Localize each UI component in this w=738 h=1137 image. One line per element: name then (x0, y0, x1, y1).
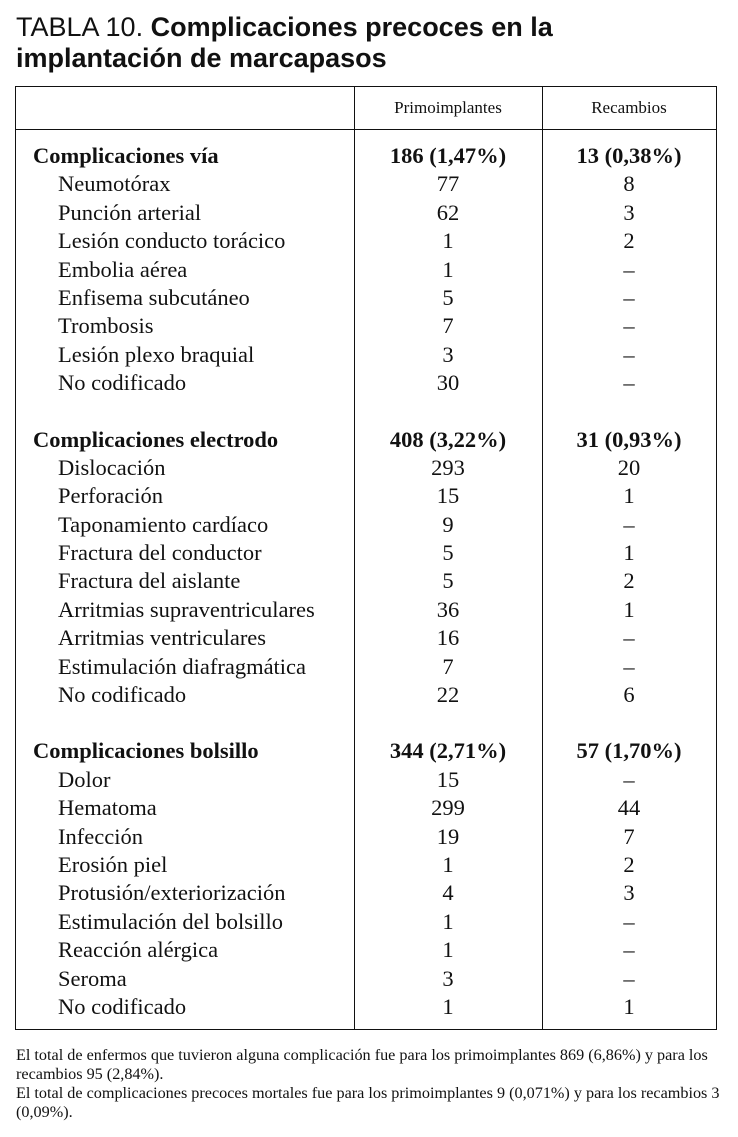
row-recambio-value: 1 (623, 483, 635, 509)
row-recambio-value: 3 (623, 880, 635, 906)
row-recambio-value: 2 (623, 568, 635, 594)
table-row (16, 766, 716, 794)
table-row (16, 567, 716, 595)
table-row (16, 851, 716, 879)
row-primo-value: 36 (436, 596, 460, 622)
table-row (16, 794, 716, 822)
row-label: Arritmias supraventriculares (58, 596, 315, 622)
row-label: Taponamiento cardíaco (58, 511, 269, 537)
row-label: No codificado (58, 682, 187, 708)
row-label: Perforación (58, 483, 163, 509)
row-primo-value: 1 (442, 937, 454, 963)
table-row (16, 170, 716, 198)
row-recambio-value: 6 (623, 682, 635, 708)
group-recambio-value: 13 (0,38%) (576, 143, 682, 168)
table-header (16, 87, 716, 130)
table-row (16, 511, 716, 539)
row-primo-value: 16 (436, 625, 460, 651)
row-recambio-value: 20 (617, 454, 641, 480)
row-label: Dislocación (58, 454, 166, 480)
row-primo-value: 5 (442, 540, 454, 566)
table-row (16, 312, 716, 340)
row-recambio-value: 8 (623, 171, 635, 197)
table-row (16, 823, 716, 851)
row-recambio-value: 44 (617, 795, 641, 821)
row-label: Seroma (58, 965, 127, 991)
row-primo-value: 22 (436, 682, 460, 708)
table-row (16, 908, 716, 936)
table-row (16, 993, 716, 1021)
row-primo-value: 299 (431, 795, 465, 821)
group-row (16, 426, 716, 454)
row-label: Infección (58, 823, 143, 849)
row-label: Embolia aérea (58, 256, 188, 282)
table-row (16, 454, 716, 482)
row-primo-value: 5 (442, 568, 454, 594)
table-title (16, 12, 716, 74)
row-label: Dolor (58, 766, 111, 792)
table-number: TABLA 10. (16, 12, 144, 42)
row-primo-value: 15 (436, 766, 460, 792)
row-recambio-value: – (623, 313, 635, 339)
group-label: Complicaciones electrodo (33, 426, 279, 452)
row-recambio-value: – (623, 370, 635, 396)
row-recambio-value: – (623, 284, 635, 310)
row-label: Fractura del aislante (58, 568, 241, 594)
table-row (16, 879, 716, 907)
row-label: Fractura del conductor (58, 540, 262, 566)
row-label: Protusión/exteriorización (58, 880, 286, 906)
row-recambio-value: – (623, 625, 635, 651)
row-primo-value: 3 (442, 341, 454, 367)
row-primo-value: 15 (436, 483, 460, 509)
row-label: Erosión piel (58, 851, 168, 877)
table-row (16, 256, 716, 284)
row-recambio-value: 2 (623, 851, 635, 877)
table-row (16, 227, 716, 255)
footnote-mortal: El total de complicaciones precoces mortales fue para los primoimplantes 9 (0,071%) y para los recambios 3 (0,09%). (16, 1084, 720, 1121)
group-primo-value: 186 (1,47%) (389, 143, 507, 168)
table-row (16, 369, 716, 397)
row-recambio-value: – (623, 511, 635, 537)
group-label: Complicaciones bolsillo (33, 738, 259, 764)
header-recambios: Recambios (591, 98, 667, 117)
row-primo-value: 1 (442, 256, 454, 282)
row-label: Lesión plexo braquial (58, 341, 255, 367)
row-label: Reacción alérgica (58, 937, 219, 963)
row-recambio-value: – (623, 653, 635, 679)
group-row (16, 737, 716, 765)
row-label: No codificado (58, 993, 187, 1019)
row-primo-value: 62 (436, 199, 460, 225)
row-primo-value: 1 (442, 228, 454, 254)
row-recambio-value: 1 (623, 993, 635, 1019)
row-label: Neumotórax (58, 171, 171, 197)
table-row (16, 539, 716, 567)
table-caption: Complicaciones precoces en la implantación de marcapasos (16, 12, 553, 73)
header-primoimplantes: Primoimplantes (394, 98, 502, 117)
table-row (16, 653, 716, 681)
row-label: Lesión conducto torácico (58, 228, 286, 254)
row-label: Enfisema subcutáneo (58, 284, 250, 310)
row-recambio-value: 7 (623, 823, 635, 849)
group-label: Complicaciones vía (33, 143, 219, 168)
table-row (16, 482, 716, 510)
footnote-total: El total de enfermos que tuvieron alguna complicación fue para los primoimplantes 869 (6,86%) y para los recambios 95 (2,84%). (16, 1046, 708, 1083)
group-row (16, 142, 716, 170)
table-row (16, 936, 716, 964)
row-recambio-value: – (623, 908, 635, 934)
row-recambio-value: – (623, 256, 635, 282)
row-primo-value: 30 (436, 370, 460, 396)
row-primo-value: 7 (442, 313, 454, 339)
row-recambio-value: – (623, 965, 635, 991)
group-spacer (16, 709, 716, 737)
group-spacer (16, 398, 716, 426)
row-label: Trombosis (58, 313, 154, 339)
row-label: Punción arterial (58, 199, 202, 225)
row-primo-value: 9 (442, 511, 454, 537)
group-recambio-value: 31 (0,93%) (576, 426, 682, 452)
row-primo-value: 7 (442, 653, 454, 679)
row-label: Arritmias ventriculares (58, 625, 267, 651)
table-row (16, 341, 716, 369)
row-primo-value: 77 (436, 171, 460, 197)
row-primo-value: 5 (442, 284, 454, 310)
table-row (16, 624, 716, 652)
row-primo-value: 4 (442, 880, 454, 906)
group-primo-value: 344 (2,71%) (389, 738, 507, 764)
row-recambio-value: – (623, 937, 635, 963)
table-body (16, 142, 716, 1021)
table-row (16, 284, 716, 312)
group-primo-value: 408 (3,22%) (389, 426, 507, 452)
row-primo-value: 19 (436, 823, 460, 849)
row-recambio-value: – (623, 341, 635, 367)
row-label: Hematoma (58, 795, 157, 821)
row-recambio-value: 3 (623, 199, 635, 225)
complications-table (15, 86, 717, 1030)
row-label: No codificado (58, 370, 187, 396)
row-recambio-value: 1 (623, 596, 635, 622)
row-primo-value: 1 (442, 908, 454, 934)
table-row (16, 681, 716, 709)
table-row (16, 965, 716, 993)
row-label: Estimulación diafragmática (58, 653, 307, 679)
row-recambio-value: 1 (623, 540, 635, 566)
table-row (16, 199, 716, 227)
row-label: Estimulación del bolsillo (58, 908, 283, 934)
row-primo-value: 3 (442, 965, 454, 991)
row-primo-value: 1 (442, 851, 454, 877)
row-primo-value: 1 (442, 993, 454, 1019)
table-row (16, 596, 716, 624)
row-recambio-value: 2 (623, 228, 635, 254)
row-recambio-value: – (623, 766, 635, 792)
row-primo-value: 293 (431, 454, 465, 480)
group-recambio-value: 57 (1,70%) (576, 738, 682, 764)
table-footnotes (16, 1046, 722, 1122)
